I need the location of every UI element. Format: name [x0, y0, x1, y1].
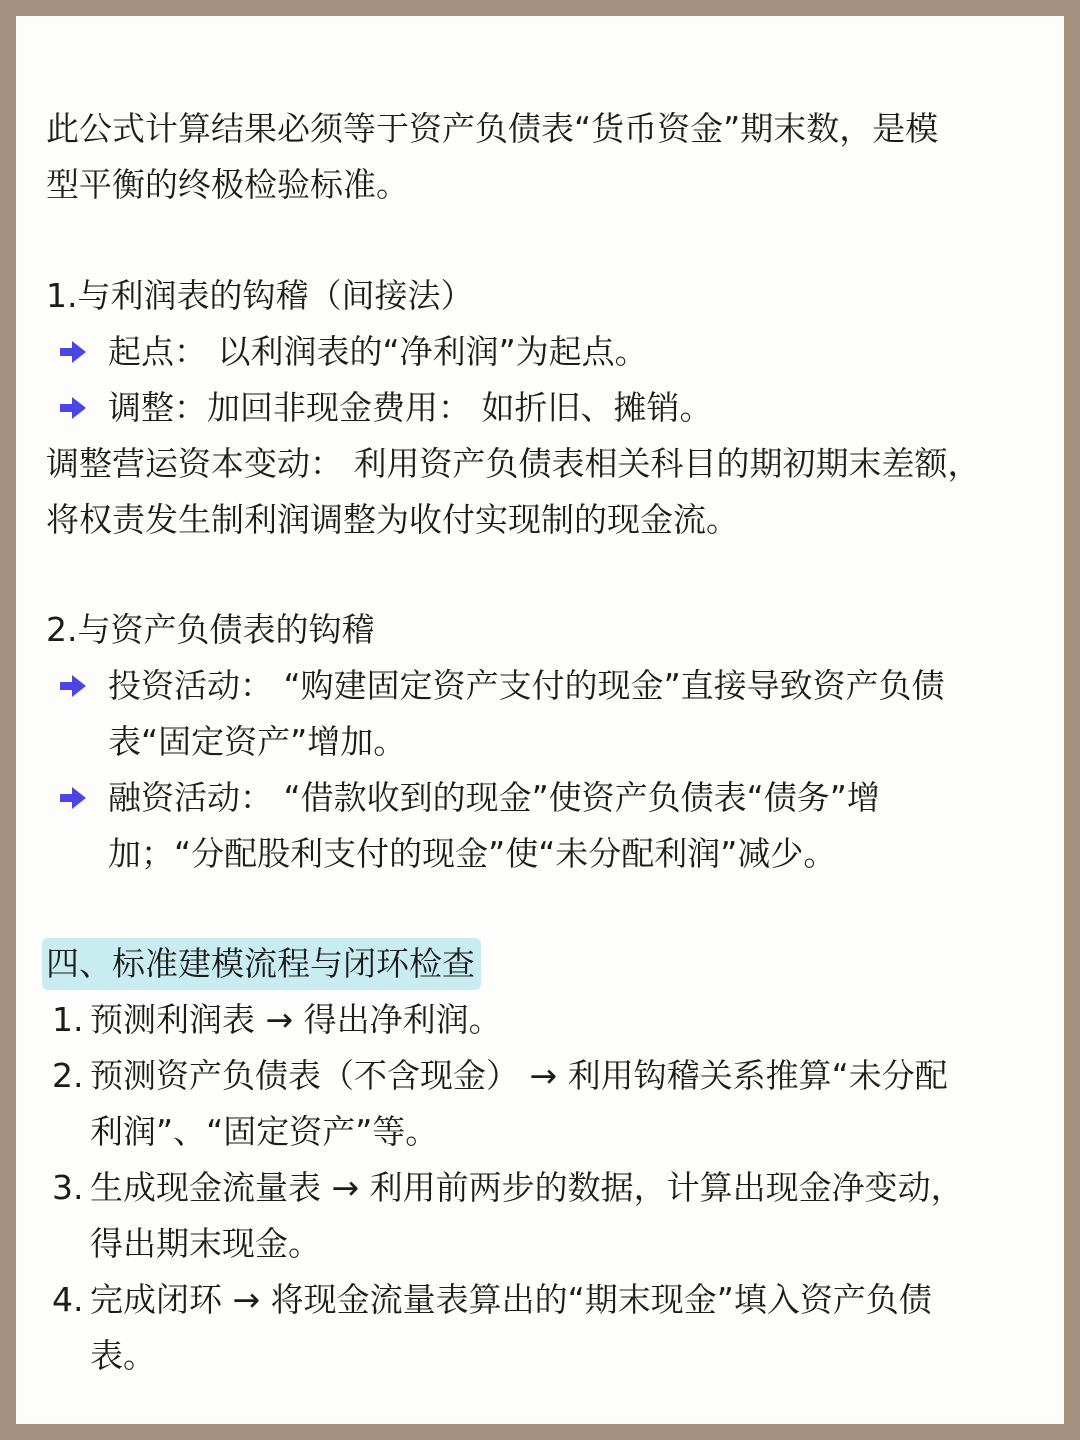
numbered-item: [46, 992, 1046, 1048]
arrow-right-icon: [58, 339, 88, 365]
item-text: 利润”、“固定资产”等。: [90, 1112, 439, 1151]
numbered-item: [46, 1048, 1046, 1160]
item-text: 表。: [90, 1336, 156, 1375]
numbered-item: [46, 1272, 1046, 1384]
section-heading: [46, 936, 1046, 992]
document-card: [16, 16, 1064, 1424]
item-text: 预测利润表 → 得出净利润。: [90, 1000, 502, 1039]
arrow-right-icon: [58, 785, 88, 811]
bullet-text: 调整：加回非现金费用： 如折旧、摊销。: [108, 388, 713, 427]
item-number: 4.: [52, 1280, 84, 1319]
bullet-text: 表“固定资产”增加。: [108, 722, 407, 761]
item-number: 3.: [52, 1168, 84, 1207]
item-number: 1.: [52, 1000, 84, 1039]
section-title: 1.与利润表的钩稽（间接法）: [46, 276, 474, 315]
bullet-text: 加；“分配股利支付的现金”使“未分配利润”减少。: [108, 834, 837, 873]
section-balance-sheet: [46, 602, 1046, 882]
highlighted-heading: 四、标准建模流程与闭环检查: [42, 938, 481, 990]
section-income-statement: [46, 268, 1046, 548]
bullet-item: [46, 770, 1046, 882]
arrow-right-icon: [58, 395, 88, 421]
bullet-item: [46, 658, 1046, 770]
intro-line: 此公式计算结果必须等于资产负债表“货币资金”期末数，是模: [46, 109, 939, 148]
section-modeling-process: [46, 936, 1046, 1384]
intro-paragraph: [46, 101, 1046, 213]
paragraph-line: 调整营运资本变动： 利用资产负债表相关科目的期初期末差额，: [46, 444, 981, 483]
bullet-item: [46, 380, 1046, 436]
numbered-item: [46, 1160, 1046, 1272]
item-text: 预测资产负债表（不含现金） → 利用钩稽关系推算“未分配: [90, 1056, 948, 1095]
intro-line: 型平衡的终极检验标准。: [46, 165, 409, 204]
bullet-item: [46, 324, 1046, 380]
paragraph-line: 将权责发生制利润调整为收付实现制的现金流。: [46, 500, 739, 539]
bullet-text: 融资活动： “借款收到的现金”使资产负债表“债务”增: [108, 778, 880, 817]
bullet-text: 投资活动： “购建固定资产支付的现金”直接导致资产负债: [108, 666, 945, 705]
section-title: 2.与资产负债表的钩稽: [46, 610, 375, 649]
bullet-text: 起点： 以利润表的“净利润”为起点。: [108, 332, 648, 371]
item-number: 2.: [52, 1056, 84, 1095]
item-text: 完成闭环 → 将现金流量表算出的“期末现金”填入资产负债: [90, 1280, 932, 1319]
item-text: 得出期末现金。: [90, 1224, 321, 1263]
item-text: 生成现金流量表 → 利用前两步的数据，计算出现金净变动，: [90, 1168, 964, 1207]
arrow-right-icon: [58, 673, 88, 699]
